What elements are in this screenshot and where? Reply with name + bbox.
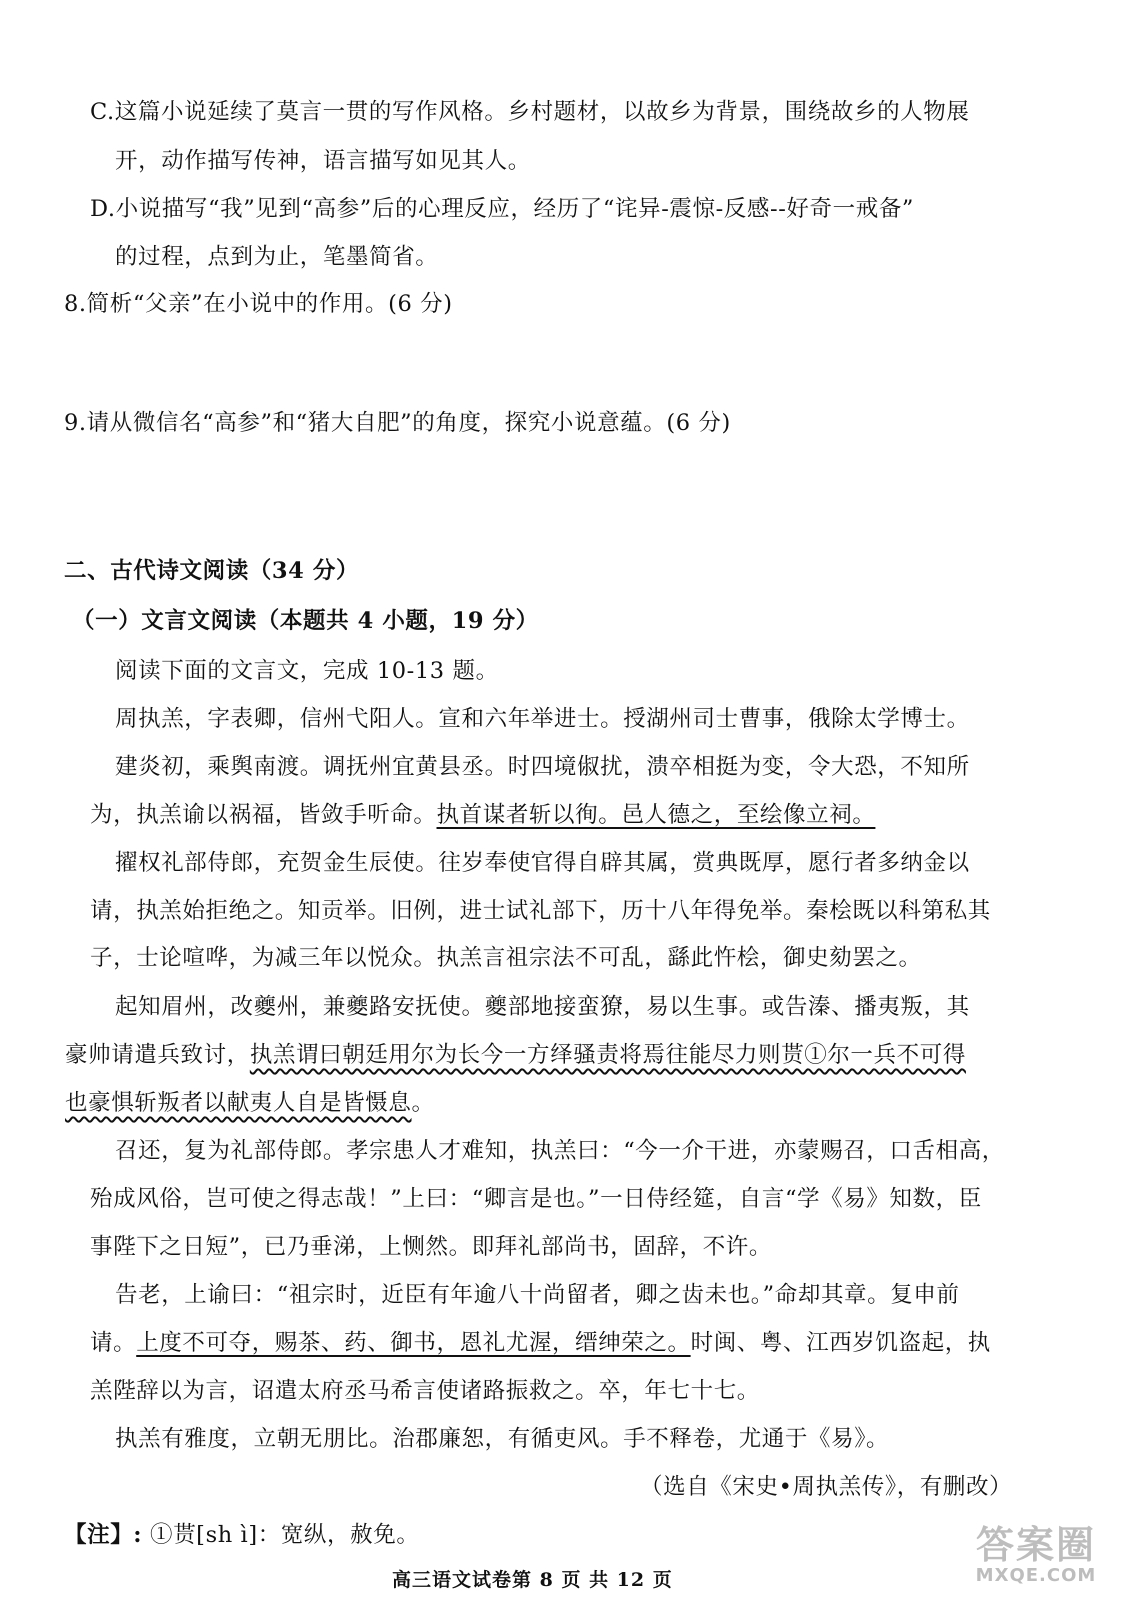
note-text: ①贳[sh ì]：宽纵，赦免。	[149, 1522, 420, 1548]
passage-text: 请。	[90, 1330, 137, 1356]
passage-p3-line2	[65, 1040, 966, 1070]
reading-instruction: 阅读下面的文言文，完成 10-13 题。	[115, 658, 499, 684]
passage-p1-line2: 建炎初，乘舆南渡。调抚州宜黄县丞。时四境俶扰，溃卒相挺为变，令大恐，不知所	[115, 754, 970, 780]
underlined-sentence-2: 上度不可夺，赐茶、药、御书，恩礼尤渥，缙绅荣之。	[136, 1330, 691, 1356]
passage-text: 豪帅请遣兵致讨，	[65, 1042, 250, 1068]
q7-option-c-line1: C.这篇小说延续了莫言一贯的写作风格。乡村题材，以故乡为背景，围绕故乡的人物展	[90, 99, 970, 125]
q7-option-d-line1: D.小说描写“我”见到“高参”后的心理反应，经历了“诧异-震惊-反感--好奇一戒备”	[90, 196, 915, 222]
passage-text: 时闽、粤、江西岁饥盗起，执	[690, 1330, 991, 1356]
watermark-logo-text: 答案圈	[975, 1523, 1096, 1567]
watermark-url: MXQE.COM	[975, 1565, 1097, 1586]
passage-p1-line1: 周执羔，字表卿，信州弋阳人。宣和六年举进士。授湖州司士曹事，俄除太学博士。	[115, 706, 970, 732]
source-citation: （选自《宋史•周执羔传》，有删改）	[640, 1474, 1013, 1500]
passage-text: 为，执羔谕以祸福，皆敛手听命。	[90, 802, 437, 828]
passage-p5-line2	[90, 1328, 991, 1358]
section-2-title: 二、古代诗文阅读（34 分）	[64, 558, 360, 584]
passage-p5-line1: 告老，上谕曰：“祖宗时，近臣有年逾八十尚留者，卿之齿未也。”命却其章。复申前	[115, 1282, 960, 1308]
passage-p4-line2: 殆成风俗，岂可使之得志哉！”上曰：“卿言是也。”一日侍经筵，自言“学《易》知数，臣	[90, 1186, 982, 1212]
passage-text: 。	[411, 1090, 435, 1116]
passage-p2-line2: 请，执羔始拒绝之。知贡举。旧例，进士试礼部下，历十八年得免举。秦桧既以科第私其	[90, 898, 991, 924]
passage-p3-line3	[65, 1088, 435, 1118]
passage-p4-line3: 事陛下之日短”，已乃垂涕，上恻然。即拜礼部尚书，固辞，不许。	[90, 1234, 773, 1260]
passage-p6-line1: 执羔有雅度，立朝无朋比。治郡廉恕，有循吏风。手不释卷，尤通于《易》。	[115, 1426, 890, 1452]
question-9: 9.请从微信名“高参”和“猪大自肥”的角度，探究小说意蕴。(6 分)	[64, 410, 731, 436]
passage-p3-line1: 起知眉州，改夔州，兼夔路安抚使。夔部地接蛮獠，易以生事。或告溱、播夷叛，其	[115, 994, 970, 1020]
q7-option-c-line2: 开，动作描写传神，语言描写如见其人。	[115, 148, 531, 174]
note-label: 【注】:	[64, 1522, 143, 1548]
annotation-note	[64, 1520, 419, 1550]
underlined-sentence-1: 执首谋者斩以徇。邑人德之，至绘像立祠。	[436, 802, 876, 828]
passage-p4-line1: 召还，复为礼部侍郎。孝宗患人才难知，执羔曰：“今一介干进，亦蒙赐召，口舌相高，	[115, 1138, 1005, 1164]
watermark-logo	[961, 1524, 1111, 1590]
wavy-underlined-passage-part1: 执羔谓曰朝廷用尔为长今一方绎骚责将焉往能尽力则贳①尔一兵不可得	[249, 1042, 966, 1068]
passage-p5-line3: 羔陛辞以为言，诏遣太府丞马希言使诸路振救之。卒，年七十七。	[90, 1378, 760, 1404]
question-8: 8.简析“父亲”在小说中的作用。(6 分)	[64, 291, 453, 317]
passage-p2-line3: 子，士论喧哗，为减三年以悦众。执羔言祖宗法不可乱，繇此忤桧，御史劾罢之。	[90, 945, 922, 971]
passage-p1-line3	[90, 800, 875, 830]
page-footer: 高三语文试卷第 8 页 共 12 页	[392, 1569, 673, 1591]
subsection-1-title: （一）文言文阅读（本题共 4 小题，19 分）	[72, 608, 539, 634]
passage-p2-line1: 擢权礼部侍郎，充贺金生辰使。往岁奉使官得自辟其属，赏典既厚，愿行者多纳金以	[115, 850, 970, 876]
q7-option-d-line2: 的过程，点到为止，笔墨简省。	[115, 244, 439, 270]
wavy-underlined-passage-part2: 也豪惧斩叛者以献夷人自是皆慑息	[65, 1090, 412, 1116]
